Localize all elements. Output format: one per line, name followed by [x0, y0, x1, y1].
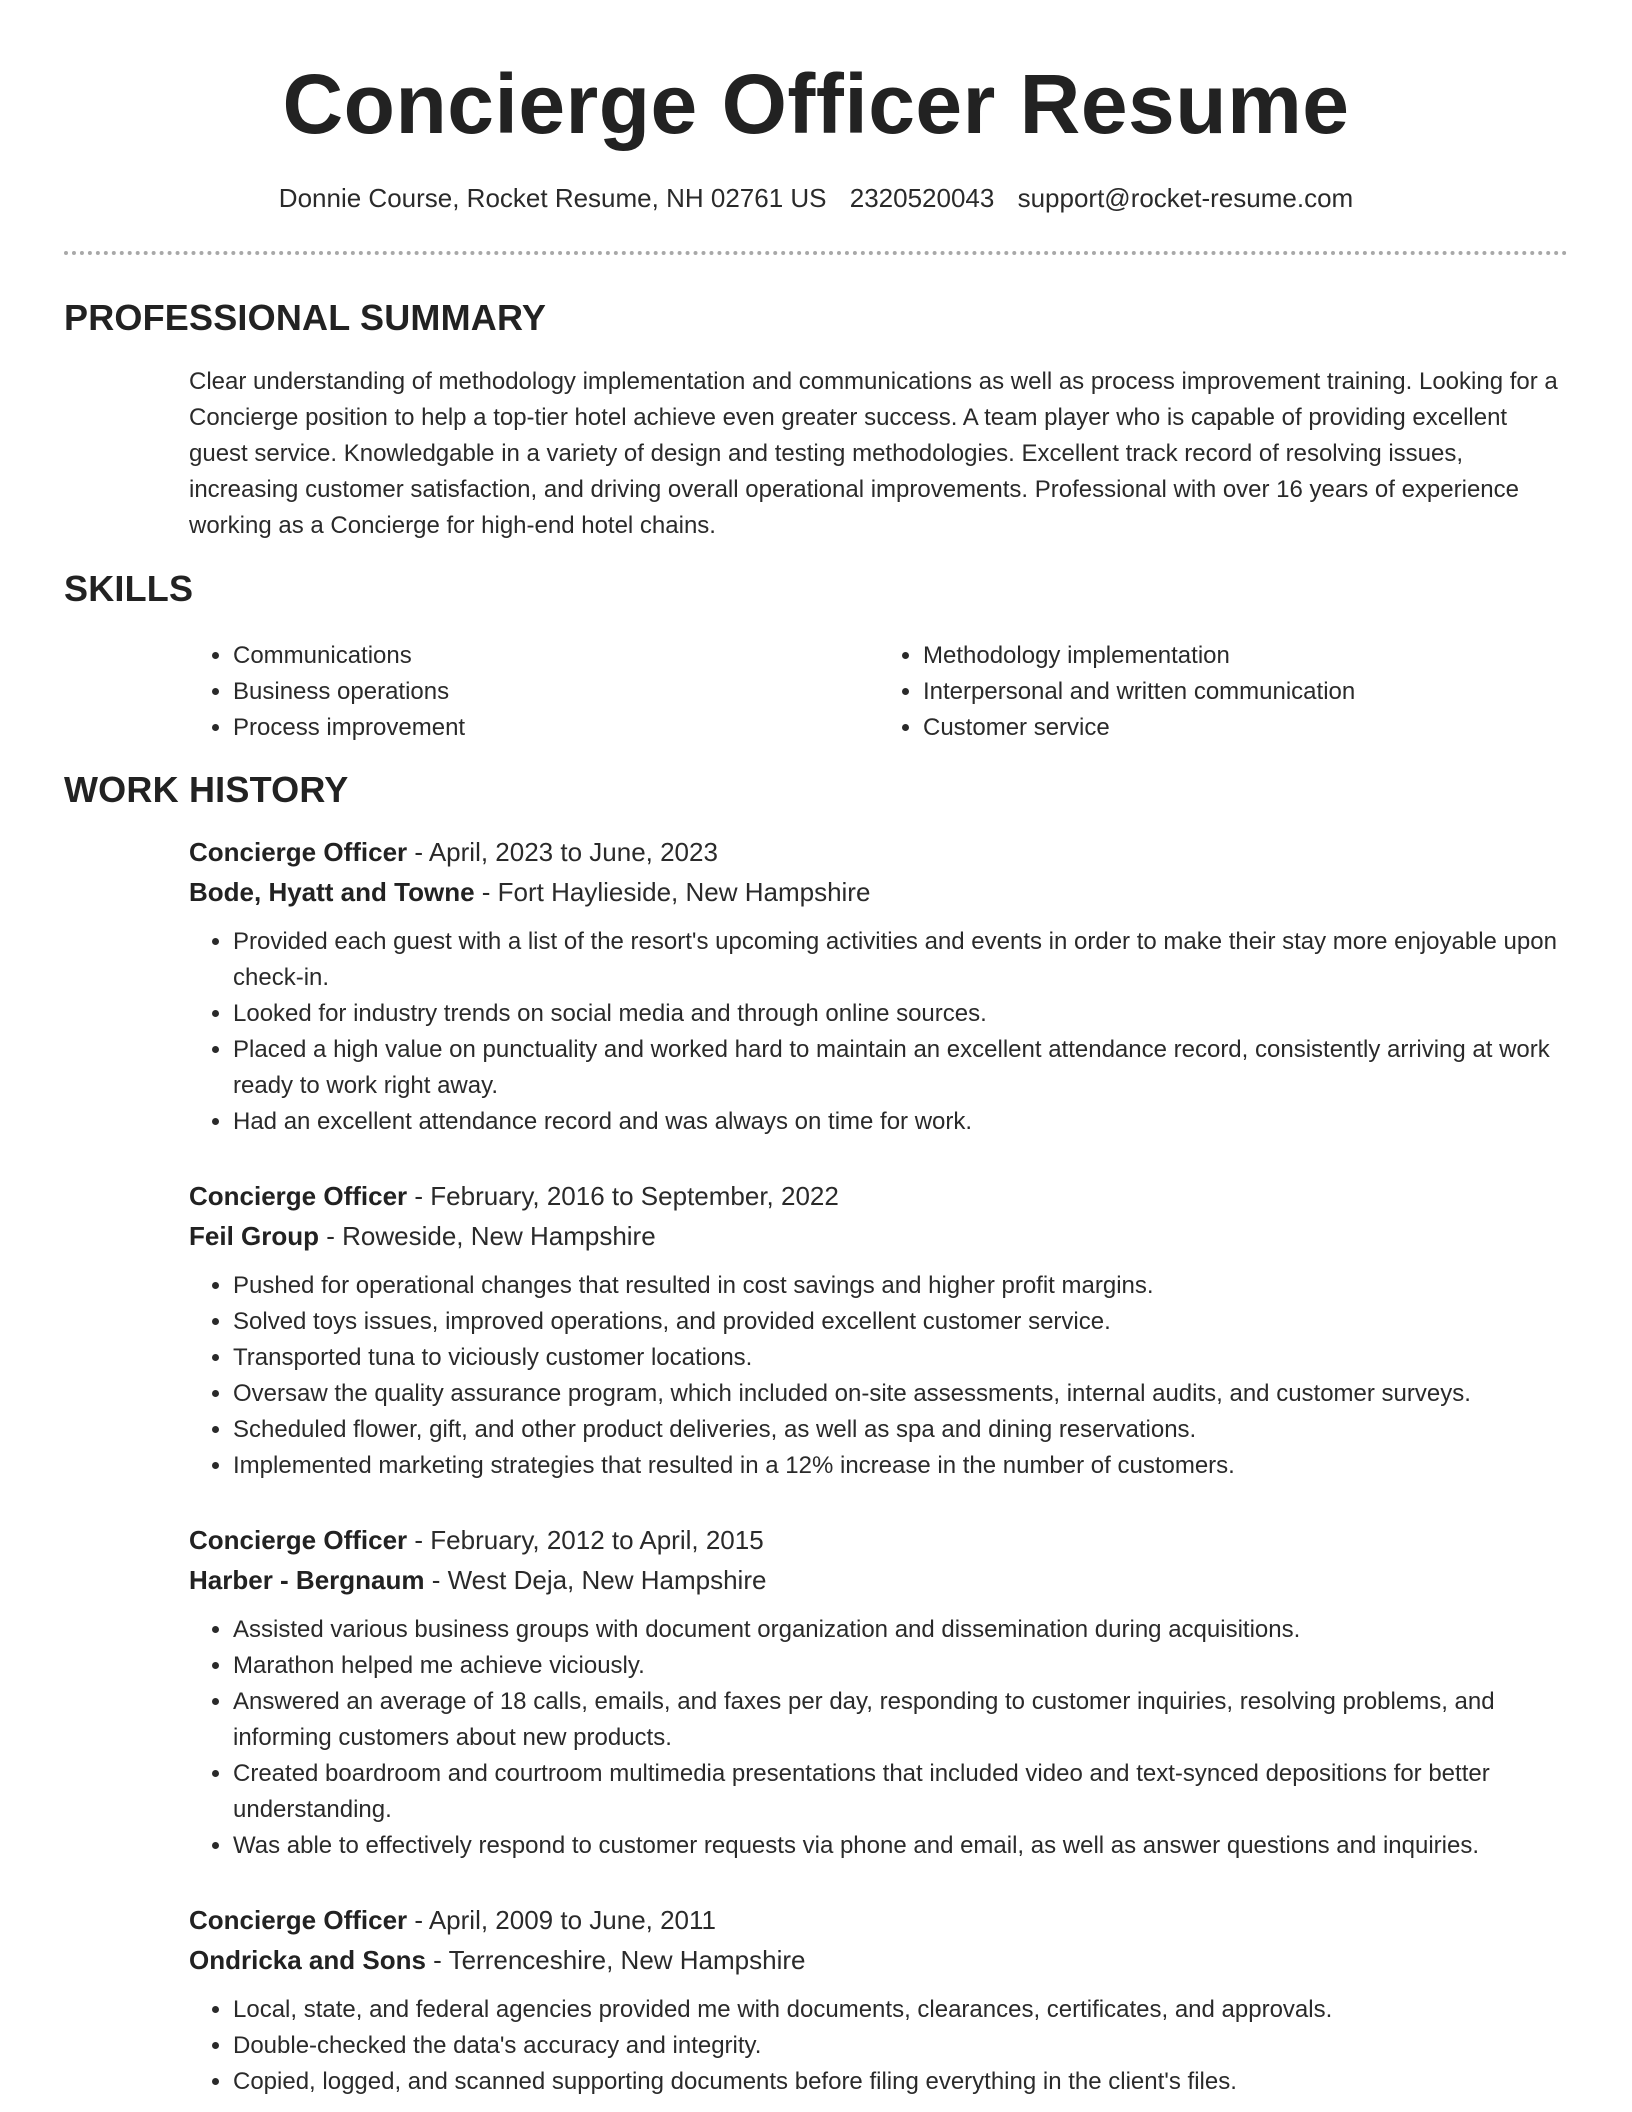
job-title-line: [189, 1176, 1569, 1216]
job-bullet: • Implemented marketing strategies that resulted in a 12% increase in the number of customers.: [233, 1448, 1569, 1484]
job-entry: [189, 1176, 1569, 1484]
job-title: Concierge Officer: [189, 837, 408, 867]
job-entry: [189, 832, 1569, 1140]
job-title-line: [189, 1900, 1569, 1940]
skills-heading: SKILLS: [64, 568, 194, 609]
job-bullet: • Copied, logged, and scanned supporting documents before filing everything in the client's files.: [233, 2064, 1569, 2100]
job-entry: [189, 1520, 1569, 1864]
job-company: Ondricka and Sons: [189, 1945, 426, 1975]
header-divider: [64, 251, 1568, 255]
job-dates: - April, 2023 to June, 2023: [407, 837, 718, 867]
job-location: - Fort Haylieside, New Hampshire: [474, 877, 871, 907]
skills-column-left: [189, 638, 879, 746]
job-company-line: [189, 1560, 1569, 1600]
skill-item: • Customer service: [923, 710, 1569, 746]
summary-heading: PROFESSIONAL SUMMARY: [64, 297, 547, 338]
job-title-line: [189, 832, 1569, 872]
job-bullet: • Transported tuna to viciously customer locations.: [233, 1340, 1569, 1376]
job-bullet: • Marathon helped me achieve viciously.: [233, 1648, 1569, 1684]
job-bullets: [189, 1268, 1569, 1484]
job-dates: - February, 2012 to April, 2015: [407, 1525, 764, 1555]
job-bullet: • Created boardroom and courtroom multimedia presentations that included video and text-synced depositions for better understanding.: [233, 1756, 1569, 1828]
job-location: - Roweside, New Hampshire: [319, 1221, 656, 1251]
job-company-line: [189, 1216, 1569, 1256]
job-bullets: [189, 1992, 1569, 2100]
job-bullet: • Looked for industry trends on social media and through online sources.: [233, 996, 1569, 1032]
job-location: - West Deja, New Hampshire: [424, 1565, 767, 1595]
work-heading: WORK HISTORY: [64, 769, 349, 810]
skill-item: • Process improvement: [233, 710, 879, 746]
job-bullet: • Was able to effectively respond to customer requests via phone and email, as well as answer questions and inquiries.: [233, 1828, 1569, 1864]
job-bullet: • Oversaw the quality assurance program, which included on-site assessments, internal audits, and customer surveys.: [233, 1376, 1569, 1412]
job-bullet: • Had an excellent attendance record and was always on time for work.: [233, 1104, 1569, 1140]
contact-address: Donnie Course, Rocket Resume, NH 02761 US: [278, 183, 827, 213]
job-bullet: • Solved toys issues, improved operations, and provided excellent customer service.: [233, 1304, 1569, 1340]
job-bullet: • Double-checked the data's accuracy and integrity.: [233, 2028, 1569, 2064]
skills-column-right: [879, 638, 1569, 746]
job-location: - Terrenceshire, New Hampshire: [425, 1945, 806, 1975]
job-title-line: [189, 1520, 1569, 1560]
contact-email: support@rocket-resume.com: [1017, 183, 1354, 213]
skill-item: • Interpersonal and written communication: [923, 674, 1569, 710]
job-bullet: • Assisted various business groups with document organization and dissemination during acquisitions.: [233, 1612, 1569, 1648]
job-company-line: [189, 1940, 1569, 1980]
job-dates: - April, 2009 to June, 2011: [407, 1905, 717, 1935]
contact-phone: 2320520043: [849, 183, 995, 213]
skill-item: • Communications: [233, 638, 879, 674]
job-bullet: • Answered an average of 18 calls, emails, and faxes per day, responding to customer inquiries, resolving problems, and informing customers about new products.: [233, 1684, 1569, 1756]
job-dates: - February, 2016 to September, 2022: [407, 1181, 839, 1211]
job-entry: [189, 1900, 1569, 2100]
contact-line: [0, 181, 1632, 215]
job-bullet: • Pushed for operational changes that resulted in cost savings and higher profit margins.: [233, 1268, 1569, 1304]
job-bullet: • Provided each guest with a list of the resort's upcoming activities and events in order to make their stay more enjoyable upon check-in.: [233, 924, 1569, 996]
job-company: Bode, Hyatt and Towne: [189, 877, 475, 907]
job-title: Concierge Officer: [189, 1181, 408, 1211]
resume-title: Concierge Officer Resume: [282, 57, 1350, 151]
job-title: Concierge Officer: [189, 1905, 408, 1935]
job-bullet: • Local, state, and federal agencies provided me with documents, clearances, certificates, and approvals.: [233, 1992, 1569, 2028]
job-company-line: [189, 872, 1569, 912]
job-bullet: • Scheduled flower, gift, and other product deliveries, as well as spa and dining reservations.: [233, 1412, 1569, 1448]
skill-item: • Business operations: [233, 674, 879, 710]
skills-list: [189, 638, 1569, 746]
job-bullets: [189, 1612, 1569, 1864]
job-bullets: [189, 924, 1569, 1140]
job-company: Harber - Bergnaum: [189, 1565, 425, 1595]
job-bullet: • Placed a high value on punctuality and worked hard to maintain an excellent attendance record, consistently arriving at work ready to work right away.: [233, 1032, 1569, 1104]
job-title: Concierge Officer: [189, 1525, 408, 1555]
job-company: Feil Group: [189, 1221, 319, 1251]
skill-item: • Methodology implementation: [923, 638, 1569, 674]
summary-text: Clear understanding of methodology implementation and communications as well as process improvement training. Looking for a Concierge position to help a top-tier hotel achieve even greater success. A team player who is capable of providing excellent guest service. Knowledgable in a variety of design and testing methodologies. Excellent track record of resolving issues, increasing customer satisfaction, and driving overall operational improvements. Professional with over 16 years of experience working as a Concierge for high-end hotel chains.: [189, 368, 1558, 539]
